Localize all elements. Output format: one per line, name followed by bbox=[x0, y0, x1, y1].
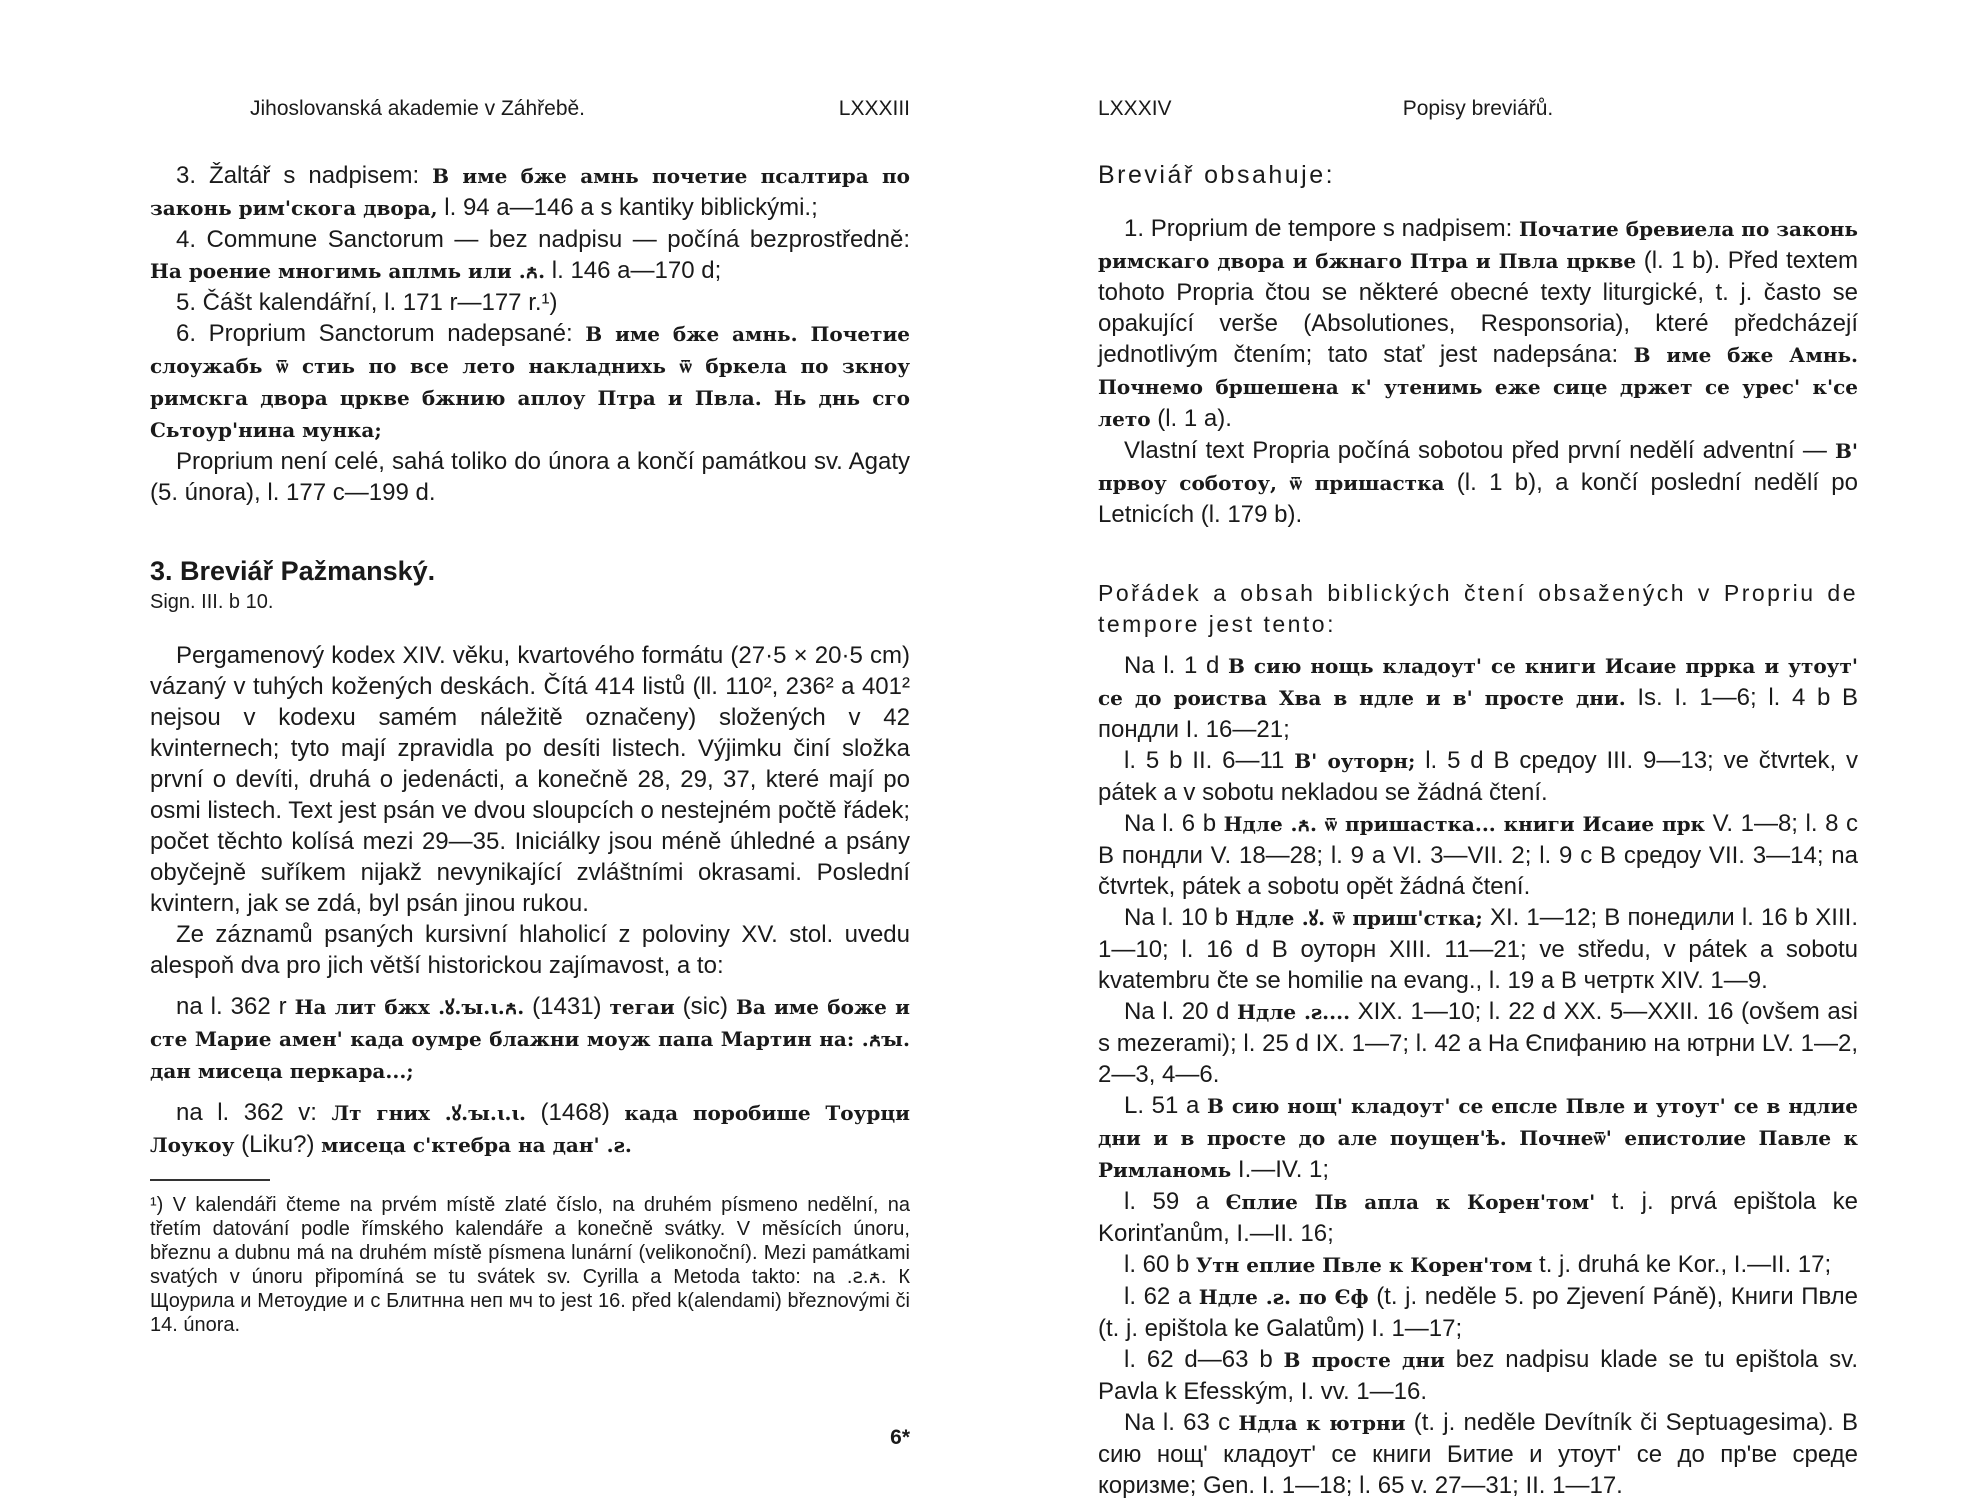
reading-entry: Na l. 1 d В сию нощь кладоут' се книги Исаие пррка и утоут' се до роиства Хва в ндле и в' просте дни. Is. I. 1—6; l. 4 b В пондли I. 16—21; bbox=[1098, 652, 1859, 743]
reading-entry: l. 62 d—63 b В просте дни bez nadpisu klade se tu epištola sv. Pavla k Efesským, I. vv. 1—16. bbox=[1098, 1346, 1859, 1405]
section-title: 3. Breviář Pažmanský. bbox=[150, 556, 436, 586]
left-header-numeral: LXXXIII bbox=[838, 97, 910, 120]
left-page bbox=[150, 0, 910, 1500]
proprium-paragraph: 1. Proprium de tempore s nadpisem: Початие бревиела по законь римскаго двора и бжнаго Птра и Пвла цркве (l. 1 b). Před textem tohoto Propria čtou se některé obecné texty liturgické, t. j. často se opakující verše (Absolutiones, Responsoria), které předcházejí jednotlivým čtením; tato stať jest nadepsána: В име бже Амнь. Почнемо бршешена к' утенимь еже сице држет се урес' к'се лето (l. 1 a). bbox=[1098, 215, 1859, 432]
reading-entry: Na l. 10 b Ндле .ꙋ. ѿ приш'стка; XI. 1—12; В понедили l. 16 b XIII. 1—10; l. 16 d В оуторн XIII. 11—21; ve středu, v pátek a sobotu kvatembru čte se homilie na evang., l. 19 a В четртк XIV. 1—9. bbox=[1098, 904, 1858, 994]
right-running-header bbox=[1098, 97, 1858, 133]
reading-entry: l. 59 a Єплие Пв апла к Корен'том' t. j. prvá epištola ke Korinťanům, I.—II. 16; bbox=[1098, 1188, 1859, 1247]
right-header-title: Popisy breviářů. bbox=[1402, 97, 1554, 120]
description-paragraph: Pergamenový kodex XIV. věku, kvartového formátu (27·5 × 20·5 cm) vázaný v tuhých kožených deskách. Čítá 414 listů (ll. 110², 236² a 401² nejsou v kodexu samém náležitě označeny) složených v 42 kvinternech; tyto mají zpravidla po desíti listech. Výjimku činí složka první o devíti, druhá o jedenácti, a konečně 28, 29, 37, které mají po osmi listech. Text jest psán ve dvou sloupcích o nestejném počtě řádek; počet těchto kolísá mezi 29—35. Iniciálky jsou méně úhledné a psány obyčejně suříkem nijakž nevynikající zvláštními okrasami. Poslední kvintern, jak se zdá, byl psán jinou rukou. bbox=[150, 642, 910, 917]
footnote: ¹) V kalendáři čteme na prvém místě zlaté číslo, na druhém písmeno nedělní, na třetím datování podle římského kalendáře a konečně svátky. V měsících únoru, březnu a dubnu má na druhém místě písmena lunární (velikonoční). Mezi památkami svatých v únoru připomíná se tu svátek sv. Cyrilla a Metoda takto: na .ꙅ.ꙉ. К Щоурила и Метоудие и с Блитнна неп мч to jest 16. před k(alendami) březnovými či 14. února. bbox=[150, 1194, 910, 1336]
reading-entry: l. 62 a Ндле .ꙅ. по Єф (t. j. neděle 5. po Zjevení Páně), Книги Пвле (t. j. epištola ke Galatům) I. 1—17; bbox=[1098, 1283, 1858, 1342]
reading-entry: L. 51 a В сию нощ' кладоут' се епсле Пвле и утоут' се в ндлие дни и в просте до але поущен'ѣ. Почнеѿ' епистолие Павле к Римланомь I.—IV. 1; bbox=[1098, 1092, 1858, 1183]
item-4: 4. Commune Sanctorum — bez nadpisu — počíná bezprostředně: На роение многимь аплмь или .ꙉ. l. 146 a—170 d; bbox=[150, 226, 910, 284]
proprium-note: Proprium není celé, sahá toliko do února a končí památkou sv. Agaty (5. února), l. 177 c—199 d. bbox=[150, 448, 910, 506]
contents-heading: Breviář obsahuje: bbox=[1098, 161, 1336, 189]
item-3: 3. Žaltář s nadpisem: В име бже амнь почетие псалтира по законь рим'скога двора, l. 94 a—146 a s kantiky biblickými.; bbox=[150, 162, 910, 221]
records-paragraph: Ze záznamů psaných kursivní hlaholicí z poloviny XV. stol. uvedu alespoň dva pro jich větší historickou zajímavost, a to: bbox=[150, 921, 910, 979]
left-running-header bbox=[150, 97, 910, 133]
reading-entry: Na l. 6 b Ндле .ꙉ. ѿ пришастка... книги Исаие прк V. 1—8; l. 8 c В пондли V. 18—28; l. 9 a VI. 3—VII. 2; l. 9 c В средоу VII. 3—14; na čtvrtek, pátek a sobotu opět žádná čtení. bbox=[1098, 810, 1859, 900]
order-heading: Pořádek a obsah biblických čtení obsažených v Propriu de tempore jest tento: bbox=[1098, 580, 1858, 637]
item-5: 5. Čášt kalendářní, l. 171 r—177 r.¹) bbox=[176, 289, 558, 316]
reading-entry: l. 5 b II. 6—11 В' оуторн; l. 5 d В средоу III. 9—13; ve čtvrtek, v pátek a v sobotu nekladou se žádná čtení. bbox=[1098, 747, 1858, 806]
record-entry-1: na l. 362 r На лит бжх .ꙋ.ꙑ.ꙇ.ꙉ. (1431) тегаи (sic) Ва име боже и сте Марие амен' када оумре блажни моуж папа Мартин на: .ꙉꙑ. дан мисеца перкара...; bbox=[150, 993, 911, 1083]
right-header-numeral: LXXXIV bbox=[1098, 97, 1172, 120]
right-page bbox=[1098, 0, 1858, 1500]
reading-entry: Na l. 63 c Ндла к ютрни (t. j. neděle Devítník či Septuagesima). В сию нощ' кладоут' се книги Битие и утоут' се до пр'ве среде коризме; Gen. I. 1—18; l. 65 v. 27—31; II. 1—17. bbox=[1098, 1409, 1859, 1499]
footnote-rule bbox=[150, 1179, 270, 1181]
signature: Sign. III. b 10. bbox=[150, 591, 274, 613]
page-number: 6* bbox=[890, 1426, 910, 1449]
right-body bbox=[1098, 160, 1858, 1501]
reading-entry: Na l. 20 d Ндле .ꙅ.... XIX. 1—10; l. 22 d XX. 5—XXII. 16 (ovšem asi s mezerami); l. 25 d IX. 1—7; l. 42 a На Єпифанию на ютрни LV. 1—2, 2—3, 4—6. bbox=[1098, 998, 1858, 1088]
left-header-title: Jihoslovanská akademie v Záhřebě. bbox=[250, 97, 586, 120]
left-body bbox=[150, 160, 910, 1337]
item-6: 6. Proprium Sanctorum nadepsané: В име бже амнь. Почетие слоужабь ѿ стиь по все лето накладнихь ѿ бркела по зкноу римскга двора цркве бжнию аплоу Птра и Пвла. Нь днь сго Сьтоур'нина мунка; bbox=[150, 320, 911, 442]
record-entry-2: na l. 362 v: Лт гних .ꙋ.ꙑ.ꙇ.ꙇ. (1468) када поробише Тоурци Лоукоу (Liku?) мисеца с'ктебра на дан' .ꙅ. bbox=[150, 1099, 910, 1158]
reading-entry: l. 60 b Утн еплие Пвле к Корен'том t. j. druhá ke Kor., I.—II. 17; bbox=[1124, 1251, 1832, 1278]
proper-text-paragraph: Vlastní text Propria počíná sobotou před první nedělí adventní — В' првоу соботоу, ѿ пришастка (l. 1 b), a končí poslední nedělí po Letnicích (l. 179 b). bbox=[1098, 437, 1858, 528]
